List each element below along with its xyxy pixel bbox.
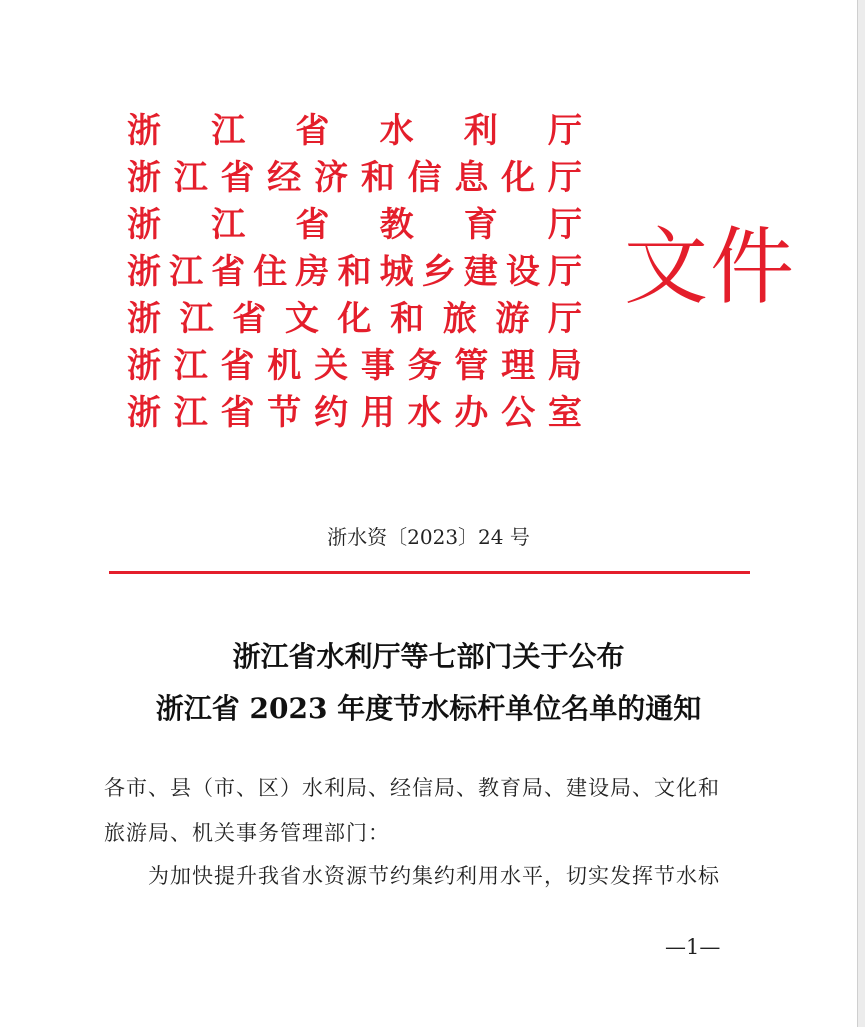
document-word: 文件 — [624, 218, 797, 316]
issuer-name: 浙 江 省 节 约 用 水 办 公 室 — [127, 393, 582, 433]
document-number: 浙水资〔2023〕24 号 — [327, 525, 530, 549]
issuer-name: 浙 江 省 经 济 和 信 息 化 厅 — [127, 158, 582, 198]
issuer-block — [127, 108, 582, 437]
issuer-name: 浙 江 省 住 房 和 城 乡 建 设 厅 — [127, 252, 582, 292]
issuer-name: 浙 江 省 水 利 厅 — [127, 111, 582, 151]
issuer-name: 浙 江 省 教 育 厅 — [127, 205, 582, 245]
page-edge — [857, 0, 865, 1027]
document-title-line-2: 浙江省 2023 年度节水标杆单位名单的通知 — [155, 692, 702, 725]
page-number: —1— — [665, 935, 721, 959]
red-divider — [109, 571, 750, 574]
recipients-line-1: 各市、县（市、区）水利局、经信局、教育局、建设局、文化和 — [104, 776, 720, 800]
document-title-line-1: 浙江省水利厅等七部门关于公布 — [232, 640, 625, 673]
issuer-name: 浙 江 省 机 关 事 务 管 理 局 — [127, 346, 582, 386]
issuer-name: 浙 江 省 文 化 和 旅 游 厅 — [127, 299, 582, 339]
paragraph-1: 为加快提升我省水资源节约集约利用水平，切实发挥节水标 — [148, 864, 720, 888]
recipients-line-2: 旅游局、机关事务管理部门： — [104, 821, 390, 845]
